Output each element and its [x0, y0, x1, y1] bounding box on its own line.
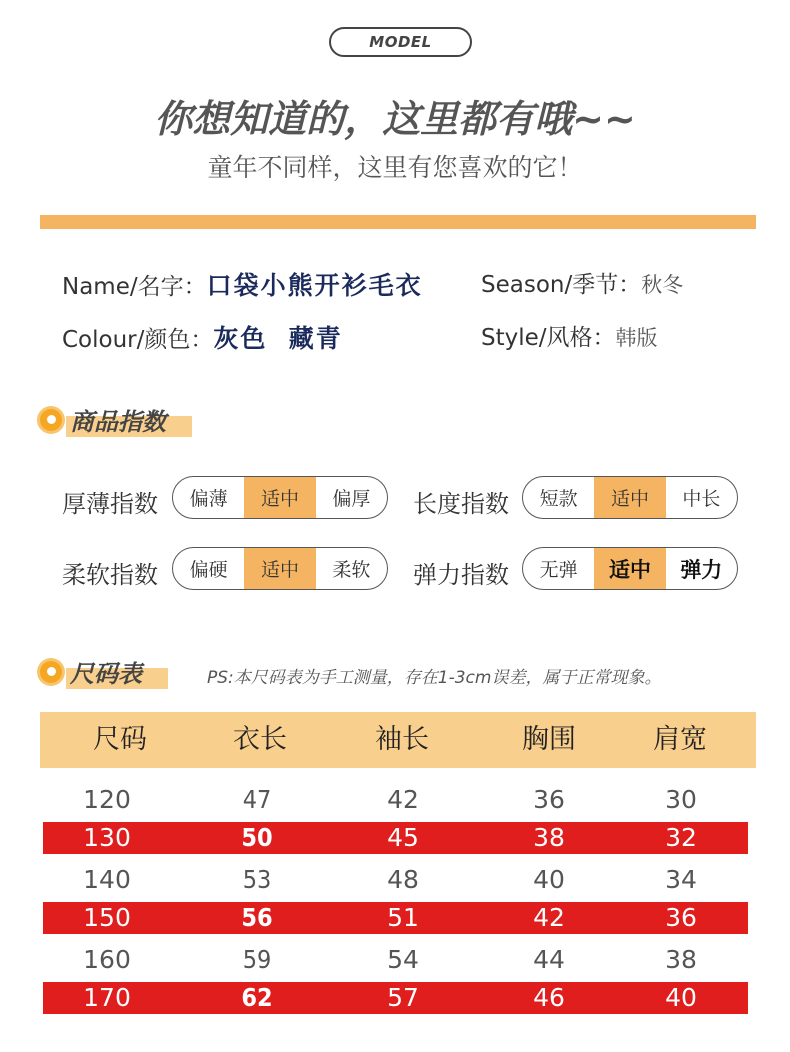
- elasticity-option: 弹力: [680, 557, 723, 582]
- table-cell: 36: [533, 785, 565, 814]
- name-value: 口袋小熊开衫毛衣: [206, 271, 423, 300]
- style-label: Style/风格：: [481, 325, 616, 351]
- thickness-option: 偏厚: [332, 488, 371, 510]
- section-title-size-chart: 尺码表: [66, 654, 168, 689]
- model-badge: MODEL: [329, 27, 472, 57]
- elasticity-scale: [522, 547, 738, 590]
- table-cell: 150: [83, 903, 131, 932]
- table-cell: 51: [387, 903, 419, 932]
- table-cell: 40: [533, 865, 565, 894]
- info-style: [481, 319, 658, 352]
- elasticity-label: 弹力指数: [413, 561, 509, 589]
- length-option-selected: 适中: [594, 477, 665, 518]
- section-size-chart: [40, 654, 168, 689]
- header-cell: 尺码: [93, 724, 147, 755]
- header-cell: 胸围: [522, 724, 576, 755]
- info-name: [62, 266, 423, 302]
- table-cell: 32: [665, 823, 697, 852]
- table-cell: 30: [665, 785, 697, 814]
- subheadline: 童年不同样，这里有您喜欢的它！: [207, 153, 583, 182]
- header-cell: 肩宽: [653, 724, 707, 755]
- colour-label: Colour/颜色：: [62, 327, 214, 353]
- softness-scale: [172, 547, 388, 590]
- length-scale: [522, 476, 738, 519]
- table-cell: 170: [83, 983, 131, 1012]
- table-cell: 57: [387, 983, 419, 1012]
- table-cell: 40: [665, 983, 697, 1012]
- elasticity-option-selected: 适中: [594, 548, 665, 589]
- table-cell: 44: [533, 945, 565, 974]
- divider-bar: [40, 215, 756, 229]
- table-cell: 42: [387, 785, 419, 814]
- section-product-index: [40, 402, 192, 437]
- info-season: [481, 266, 683, 299]
- table-cell: 47: [242, 785, 272, 814]
- season-label: Season/季节：: [481, 272, 642, 298]
- size-chart-note: PS:本尺码表为手工测量，存在1-3cm误差，属于正常现象。: [207, 668, 662, 688]
- thickness-option: 偏薄: [189, 488, 228, 510]
- flower-icon: [40, 661, 62, 683]
- elasticity-option: 无弹: [539, 559, 578, 581]
- table-cell: 34: [665, 865, 697, 894]
- softness-option: 偏硬: [189, 559, 228, 581]
- length-option: 短款: [539, 488, 578, 510]
- table-row: [43, 944, 748, 976]
- table-row: [43, 822, 748, 854]
- table-cell: 62: [241, 983, 273, 1012]
- section-title-product-index: 商品指数: [66, 402, 192, 437]
- table-row: [43, 982, 748, 1014]
- table-cell: 130: [83, 823, 131, 852]
- thickness-scale: [172, 476, 388, 519]
- thickness-label: 厚薄指数: [62, 490, 158, 518]
- flower-icon: [40, 409, 62, 431]
- headline: 你想知道的，这里都有哦~~: [154, 97, 636, 141]
- table-row: [43, 784, 748, 816]
- table-cell: 38: [665, 945, 697, 974]
- softness-option-selected: 适中: [244, 548, 315, 589]
- table-cell: 56: [241, 903, 273, 932]
- table-cell: 120: [83, 785, 131, 814]
- table-row: [43, 902, 748, 934]
- table-cell: 46: [533, 983, 565, 1012]
- table-cell: 140: [83, 865, 131, 894]
- style-value: 韩版: [615, 326, 658, 350]
- colour-value: 灰色 藏青: [213, 324, 343, 353]
- season-value: 秋冬: [641, 273, 684, 297]
- table-row: [43, 864, 748, 896]
- table-cell: 45: [387, 823, 419, 852]
- table-cell: 54: [387, 945, 419, 974]
- length-option: 中长: [682, 488, 721, 510]
- table-cell: 42: [533, 903, 565, 932]
- header-cell: 衣长: [233, 724, 287, 755]
- table-cell: 59: [242, 945, 272, 974]
- table-cell: 53: [242, 865, 272, 894]
- header-cell: 袖长: [375, 724, 429, 755]
- softness-label: 柔软指数: [62, 561, 158, 589]
- info-colour: [62, 319, 343, 355]
- name-label: Name/名字：: [62, 274, 207, 300]
- size-table-header: [40, 712, 756, 768]
- table-cell: 50: [241, 823, 273, 852]
- table-cell: 160: [83, 945, 131, 974]
- length-label: 长度指数: [413, 490, 509, 518]
- table-cell: 38: [533, 823, 565, 852]
- table-cell: 36: [665, 903, 697, 932]
- thickness-option-selected: 适中: [244, 477, 315, 518]
- table-cell: 48: [387, 865, 419, 894]
- softness-option: 柔软: [332, 559, 371, 581]
